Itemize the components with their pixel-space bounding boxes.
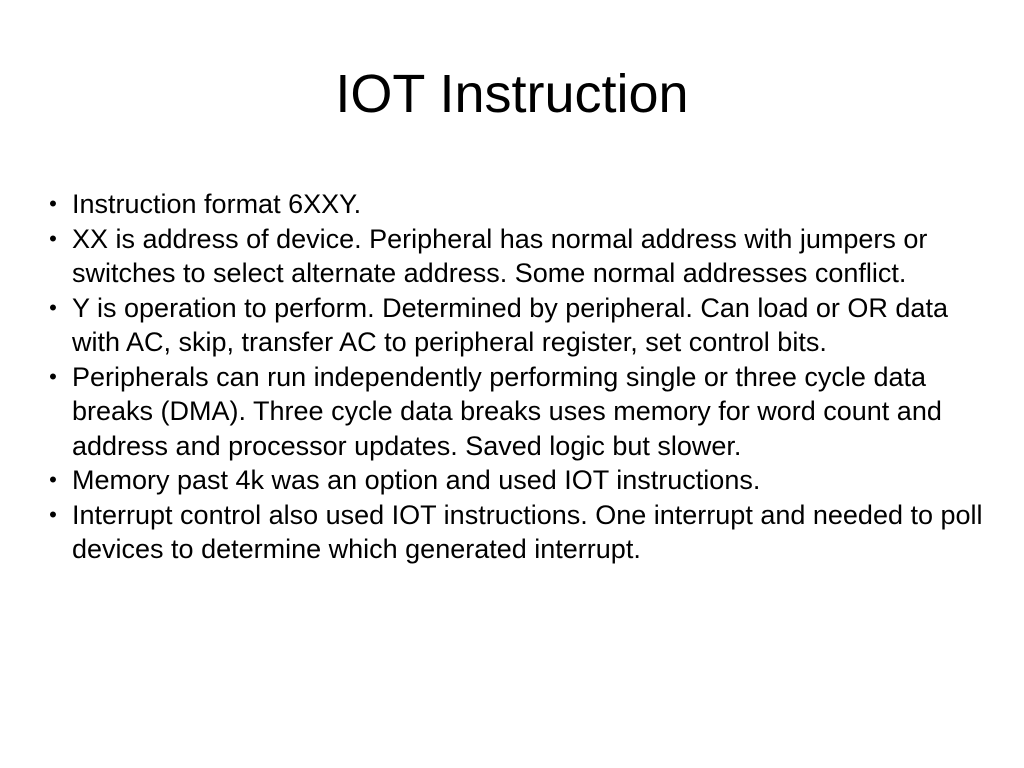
bullet-text: Peripherals can run independently performing single or three cycle data breaks (DMA). Three cycle data breaks uses memory for word count and address and processor updates. Saved logic but slower.: [72, 361, 942, 461]
bullet-icon: •: [49, 501, 57, 527]
bullet-list: [44, 187, 984, 567]
bullet-icon: •: [49, 294, 57, 320]
slide-title: IOT Instruction: [335, 64, 689, 124]
bullet-icon: •: [49, 363, 57, 389]
bullet-text: XX is address of device. Peripheral has normal address with jumpers or switches to select alternate address. Some normal addresses conflict.: [72, 223, 928, 288]
list-item: [44, 291, 984, 360]
bullet-text: Memory past 4k was an option and used IOT instructions.: [72, 465, 761, 495]
list-item: [44, 222, 984, 291]
bullet-icon: •: [49, 225, 57, 251]
bullet-text: Y is operation to perform. Determined by peripheral. Can load or OR data with AC, skip, transfer AC to peripheral register, set control bits.: [72, 292, 948, 357]
list-item: [44, 360, 984, 464]
list-item: [44, 187, 984, 222]
list-item: [44, 463, 984, 498]
bullet-text: Instruction format 6XXY.: [72, 189, 362, 219]
list-item: [44, 498, 984, 567]
bullet-icon: •: [49, 467, 57, 492]
bullet-icon: •: [49, 191, 57, 216]
bullet-text: Interrupt control also used IOT instructions. One interrupt and needed to poll devices to determine which generated interrupt.: [72, 499, 983, 564]
